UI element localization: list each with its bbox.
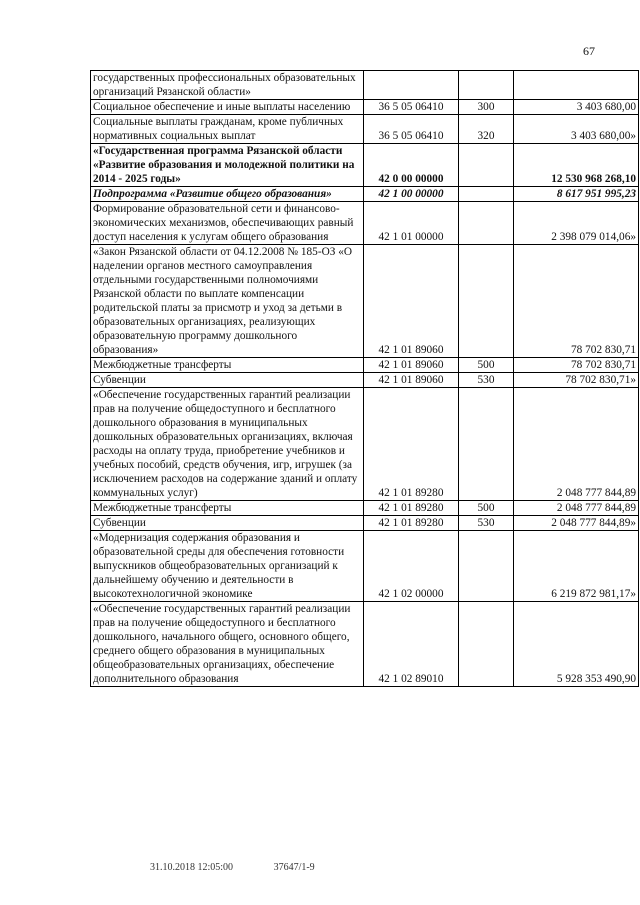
table-row xyxy=(91,115,639,144)
row-name-cell: Межбюджетные трансферты xyxy=(91,501,364,516)
row-sum-cell: 5 928 353 490,90 xyxy=(514,602,639,687)
table-row xyxy=(91,71,639,100)
row-code-cell: 42 1 01 89060 xyxy=(364,358,459,373)
row-sum-cell: 2 048 777 844,89 xyxy=(514,501,639,516)
table-row xyxy=(91,144,639,187)
row-type-cell: 500 xyxy=(459,501,514,516)
row-sum-cell: 12 530 968 268,10 xyxy=(514,144,639,187)
row-type-cell xyxy=(459,531,514,602)
row-code-cell xyxy=(364,71,459,100)
table-row xyxy=(91,388,639,501)
footer-doc-id: 37647/1-9 xyxy=(273,862,315,873)
row-name-cell: Субвенции xyxy=(91,516,364,531)
row-type-cell xyxy=(459,71,514,100)
table-row xyxy=(91,516,639,531)
row-sum-cell: 3 403 680,00» xyxy=(514,115,639,144)
row-code-cell: 36 5 05 06410 xyxy=(364,100,459,115)
table-row xyxy=(91,358,639,373)
row-type-cell xyxy=(459,602,514,687)
row-code-cell: 42 1 02 00000 xyxy=(364,531,459,602)
row-code-cell: 42 1 01 89280 xyxy=(364,501,459,516)
table-row xyxy=(91,501,639,516)
row-name-cell: Подпрограмма «Развитие общего образования» xyxy=(91,187,364,202)
row-type-cell: 300 xyxy=(459,100,514,115)
row-type-cell xyxy=(459,187,514,202)
row-code-cell: 42 1 01 89280 xyxy=(364,388,459,501)
row-type-cell xyxy=(459,144,514,187)
row-code-cell: 42 1 01 00000 xyxy=(364,202,459,245)
row-code-cell: 42 1 01 89280 xyxy=(364,516,459,531)
row-name-cell: «Модернизация содержания образования и образовательной среды для обеспечения готовности выпускников общеобразовательных организаций к дальнейшему обучению и деятельности в высокотехнологичной экономике xyxy=(91,531,364,602)
row-type-cell xyxy=(459,245,514,358)
row-sum-cell xyxy=(514,71,639,100)
row-type-cell: 530 xyxy=(459,516,514,531)
row-name-cell: Межбюджетные трансферты xyxy=(91,358,364,373)
row-type-cell: 530 xyxy=(459,373,514,388)
row-sum-cell: 2 048 777 844,89» xyxy=(514,516,639,531)
table-row xyxy=(91,100,639,115)
row-sum-cell: 8 617 951 995,23 xyxy=(514,187,639,202)
row-type-cell xyxy=(459,388,514,501)
table-row xyxy=(91,202,639,245)
row-code-cell: 36 5 05 06410 xyxy=(364,115,459,144)
row-code-cell: 42 1 01 89060 xyxy=(364,245,459,358)
row-name-cell: государственных профессиональных образовательных организаций Рязанской области» xyxy=(91,71,364,100)
row-sum-cell: 3 403 680,00 xyxy=(514,100,639,115)
page-number: 67 xyxy=(583,44,595,58)
footer-timestamp: 31.10.2018 12:05:00 xyxy=(150,862,234,873)
table-row xyxy=(91,373,639,388)
row-code-cell: 42 1 01 89060 xyxy=(364,373,459,388)
row-name-cell: «Закон Рязанской области от 04.12.2008 № 185-ОЗ «О наделении органов местного самоуправления отдельными государственными полномочиями Рязанской области по выплате компенсации родительской платы за присмотр и уход за детьми в образовательных организациях, реализующих образовательную программу дошкольного образования» xyxy=(91,245,364,358)
table-row xyxy=(91,602,639,687)
row-type-cell: 500 xyxy=(459,358,514,373)
row-name-cell: «Государственная программа Рязанской области «Развитие образования и молодежной политики на 2014 - 2025 годы» xyxy=(91,144,364,187)
row-sum-cell: 78 702 830,71 xyxy=(514,245,639,358)
row-sum-cell: 78 702 830,71 xyxy=(514,358,639,373)
row-type-cell xyxy=(459,202,514,245)
table-row xyxy=(91,187,639,202)
row-sum-cell: 2 398 079 014,06» xyxy=(514,202,639,245)
footer xyxy=(150,862,353,873)
row-name-cell: «Обеспечение государственных гарантий реализации прав на получение общедоступного и бесплатного дошкольного, начального общего, основного общего, среднего общего образования в муниципальных общеобразовательных организациях, обеспечение дополнительного образования xyxy=(91,602,364,687)
row-type-cell: 320 xyxy=(459,115,514,144)
budget-table xyxy=(90,70,639,687)
row-sum-cell: 78 702 830,71» xyxy=(514,373,639,388)
table-row xyxy=(91,245,639,358)
row-name-cell: Формирование образовательной сети и финансово-экономических механизмов, обеспечивающих равный доступ населения к услугам общего образования xyxy=(91,202,364,245)
row-name-cell: «Обеспечение государственных гарантий реализации прав на получение общедоступного и бесплатного дошкольного образования в муниципальных дошкольных образовательных организациях, включая расходы на оплату труда, приобретение учебников и учебных пособий, средств обучения, игр, игрушек (за исключением расходов на содержание зданий и оплату коммунальных услуг) xyxy=(91,388,364,501)
row-code-cell: 42 0 00 00000 xyxy=(364,144,459,187)
row-name-cell: Субвенции xyxy=(91,373,364,388)
row-code-cell: 42 1 00 00000 xyxy=(364,187,459,202)
row-name-cell: Социальные выплаты гражданам, кроме публичных нормативных социальных выплат xyxy=(91,115,364,144)
row-code-cell: 42 1 02 89010 xyxy=(364,602,459,687)
row-sum-cell: 6 219 872 981,17» xyxy=(514,531,639,602)
table-row xyxy=(91,531,639,602)
row-name-cell: Социальное обеспечение и иные выплаты населению xyxy=(91,100,364,115)
row-sum-cell: 2 048 777 844,89 xyxy=(514,388,639,501)
